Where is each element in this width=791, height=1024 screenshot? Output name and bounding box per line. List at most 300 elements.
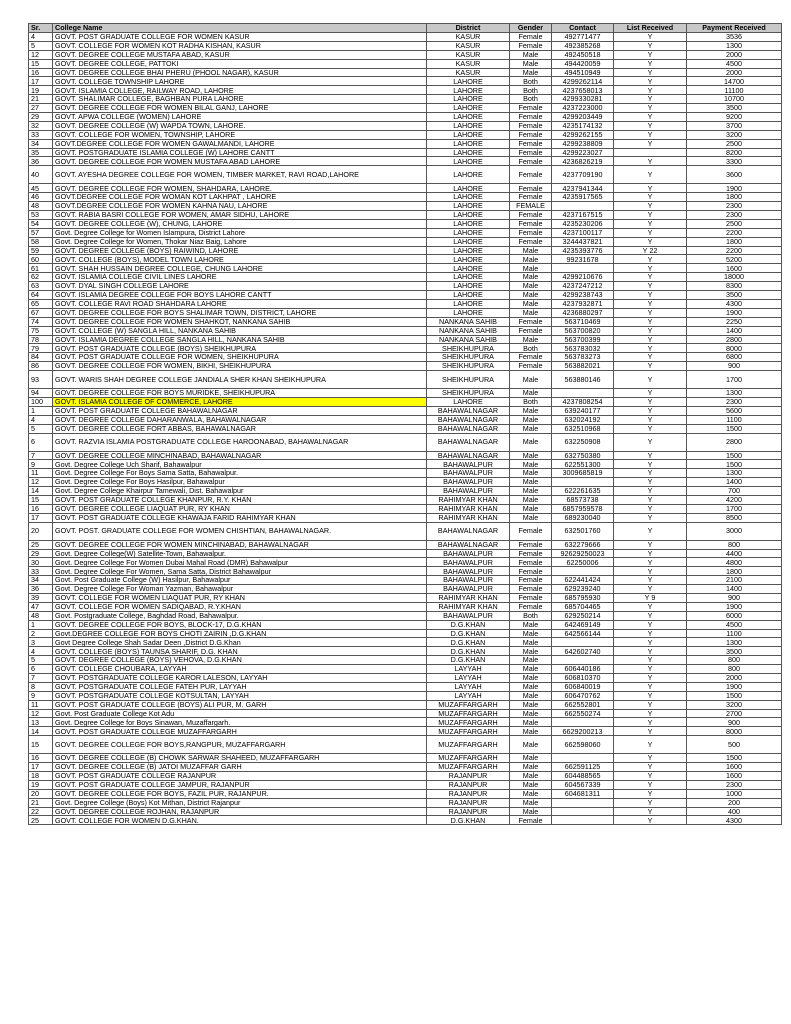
sr-cell: 14: [29, 727, 53, 736]
gender-cell: Female: [510, 540, 552, 549]
district-cell: LAHORE: [427, 202, 510, 211]
list-received-cell: Y: [614, 406, 687, 415]
list-received-cell: Y: [614, 219, 687, 228]
table-row[interactable]: [29, 620, 782, 629]
district-cell: MUZAFFARGARH: [427, 763, 510, 772]
list-received-cell: Y: [614, 718, 687, 727]
sr-cell: 3: [29, 638, 53, 647]
district-cell: BAHAWALNAGAR: [427, 522, 510, 540]
list-received-cell: Y: [614, 77, 687, 86]
gender-cell: Male: [510, 59, 552, 68]
college-name-cell: GOVT. POSTGRADUATE COLLEGE FATEH PUR, LAYYAH: [53, 682, 427, 691]
list-received-cell: Y: [614, 478, 687, 487]
district-cell: RAHIMYAR KHAN: [427, 495, 510, 504]
table-row[interactable]: [29, 273, 782, 282]
list-received-cell: Y: [614, 495, 687, 504]
header-row: [29, 24, 782, 33]
district-cell: RAHIMYAR KHAN: [427, 504, 510, 513]
table-row[interactable]: [29, 33, 782, 42]
sr-cell: 19: [29, 780, 53, 789]
gender-cell: Male: [510, 656, 552, 665]
table-row[interactable]: [29, 50, 782, 59]
sr-cell: 34: [29, 139, 53, 148]
payment-received-cell: 3500: [687, 291, 782, 300]
sr-cell: 25: [29, 816, 53, 825]
table-row[interactable]: [29, 763, 782, 772]
list-received-cell: Y: [614, 113, 687, 122]
table-row[interactable]: [29, 647, 782, 656]
contact-cell: 4237941344: [552, 184, 614, 193]
sr-cell: 12: [29, 709, 53, 718]
payment-received-cell: 6000: [687, 611, 782, 620]
payment-received-cell: 2700: [687, 709, 782, 718]
sr-cell: 57: [29, 228, 53, 237]
table-row[interactable]: [29, 121, 782, 130]
table-row[interactable]: [29, 397, 782, 406]
list-received-cell: Y: [614, 460, 687, 469]
district-cell: LAHORE: [427, 291, 510, 300]
contact-cell: 622551300: [552, 460, 614, 469]
district-cell: RAJANPUR: [427, 789, 510, 798]
college-name-cell: GOVT. DEGREE COLLEGE FORT ABBAS, BAHAWALNAGAR: [53, 424, 427, 433]
table-row[interactable]: [29, 798, 782, 807]
table-row[interactable]: [29, 665, 782, 674]
district-cell: MUZAFFARGARH: [427, 700, 510, 709]
college-name-cell: GOVT. AYESHA DEGREE COLLEGE FOR WOMEN, TIMBER MARKET, RAVI ROAD,LAHORE: [53, 166, 427, 184]
table-row[interactable]: [29, 469, 782, 478]
contact-cell: 685795930: [552, 593, 614, 602]
college-name-cell: GOVT. DEGREE COLLEGE MUSTAFA ABAD, KASUR: [53, 50, 427, 59]
contact-cell: 99231678: [552, 255, 614, 264]
table-row[interactable]: [29, 772, 782, 781]
district-cell: BAHAWALPUR: [427, 549, 510, 558]
gender-cell: Male: [510, 789, 552, 798]
sr-cell: 35: [29, 148, 53, 157]
table-row[interactable]: [29, 718, 782, 727]
table-row[interactable]: [29, 184, 782, 193]
gender-cell: Female: [510, 317, 552, 326]
table-row[interactable]: [29, 139, 782, 148]
contact-cell: 632750380: [552, 451, 614, 460]
gender-cell: Male: [510, 308, 552, 317]
college-name-cell: GOVT. ISLAMIA DEGREE COLLEGE SANGLA HILL, NANKANA SAHIB: [53, 335, 427, 344]
contact-cell: [552, 656, 614, 665]
header-list-received: List Received: [614, 24, 687, 33]
gender-cell: Male: [510, 691, 552, 700]
payment-received-cell: 1500: [687, 424, 782, 433]
list-received-cell: Y: [614, 611, 687, 620]
college-name-cell: GOVT.DEGREE COLLEGE FOR WOMEN GAWALMANDI, LAHORE: [53, 139, 427, 148]
gender-cell: Male: [510, 709, 552, 718]
district-cell: LAHORE: [427, 237, 510, 246]
payment-received-cell: 3700: [687, 121, 782, 130]
contact-cell: 4236880297: [552, 308, 614, 317]
gender-cell: Male: [510, 727, 552, 736]
contact-cell: 629250214: [552, 611, 614, 620]
district-cell: BAHAWALNAGAR: [427, 415, 510, 424]
list-received-cell: Y: [614, 86, 687, 95]
list-received-cell: Y: [614, 789, 687, 798]
payment-received-cell: 1300: [687, 41, 782, 50]
list-received-cell: Y: [614, 139, 687, 148]
college-name-cell: Govt. Degree College for Women, Thokar Niaz Baig, Lahore: [53, 237, 427, 246]
sr-cell: 29: [29, 549, 53, 558]
college-name-cell: GOVT. POST GRADUATE COLLEGE FOR WOMEN KASUR: [53, 33, 427, 42]
table-row[interactable]: [29, 77, 782, 86]
college-name-cell: Govt. Degree College for Women Islampura, District Lahore: [53, 228, 427, 237]
contact-cell: 632501760: [552, 522, 614, 540]
sr-cell: 21: [29, 798, 53, 807]
list-received-cell: Y: [614, 121, 687, 130]
college-name-cell: Govt. Degree College For Boys Sama Satta, Bahawalpur.: [53, 469, 427, 478]
contact-cell: 642469149: [552, 620, 614, 629]
payment-received-cell: 700: [687, 487, 782, 496]
table-row[interactable]: [29, 495, 782, 504]
gender-cell: Female: [510, 139, 552, 148]
table-row[interactable]: [29, 335, 782, 344]
list-received-cell: Y: [614, 33, 687, 42]
table-row[interactable]: [29, 157, 782, 166]
table-row[interactable]: [29, 389, 782, 398]
district-cell: KASUR: [427, 59, 510, 68]
payment-received-cell: 2300: [687, 780, 782, 789]
payment-received-cell: 14700: [687, 77, 782, 86]
college-name-cell: GOVT. ISLAMIA COLLEGE CIVIL LINES LAHORE: [53, 273, 427, 282]
table-row[interactable]: [29, 549, 782, 558]
payment-received-cell: 3500: [687, 647, 782, 656]
table-row[interactable]: [29, 433, 782, 451]
contact-cell: 494510949: [552, 68, 614, 77]
district-cell: LAYYAH: [427, 665, 510, 674]
list-received-cell: Y: [614, 816, 687, 825]
college-name-cell: GOVT. COLLEGE FOR WOMEN LIAQUAT PUR, RY KHAN: [53, 593, 427, 602]
contact-cell: 3244437821: [552, 237, 614, 246]
sr-cell: 11: [29, 469, 53, 478]
list-received-cell: Y: [614, 780, 687, 789]
district-cell: RAJANPUR: [427, 780, 510, 789]
payment-received-cell: 2500: [687, 219, 782, 228]
sr-cell: 63: [29, 282, 53, 291]
table-row[interactable]: [29, 602, 782, 611]
table-row[interactable]: [29, 148, 782, 157]
contact-cell: 629239240: [552, 585, 614, 594]
table-row[interactable]: [29, 629, 782, 638]
college-name-cell: GOVT. APWA COLLEGE (WOMEN) LAHORE: [53, 113, 427, 122]
table-row[interactable]: [29, 237, 782, 246]
sr-cell: 7: [29, 451, 53, 460]
table-row[interactable]: [29, 585, 782, 594]
table-row[interactable]: [29, 700, 782, 709]
college-name-cell: GOVT. POST GRADUATE COLLEGE MUZAFFARGARH: [53, 727, 427, 736]
contact-cell: 662591125: [552, 763, 614, 772]
college-name-cell: GOVT. DEGREE COLLEGE LIAQUAT PUR, RY KHAN: [53, 504, 427, 513]
gender-cell: Female: [510, 522, 552, 540]
gender-cell: Male: [510, 246, 552, 255]
contact-cell: 604488565: [552, 772, 614, 781]
list-received-cell: Y: [614, 798, 687, 807]
contact-cell: 4237100117: [552, 228, 614, 237]
district-cell: LAHORE: [427, 273, 510, 282]
sr-cell: 16: [29, 504, 53, 513]
contact-cell: 4299210676: [552, 273, 614, 282]
gender-cell: Male: [510, 754, 552, 763]
table-row[interactable]: [29, 682, 782, 691]
list-received-cell: Y: [614, 299, 687, 308]
table-row[interactable]: [29, 567, 782, 576]
table-row[interactable]: [29, 789, 782, 798]
table-row[interactable]: [29, 611, 782, 620]
table-row[interactable]: [29, 780, 782, 789]
district-cell: KASUR: [427, 33, 510, 42]
contact-cell: 3009685819: [552, 469, 614, 478]
sr-cell: 93: [29, 371, 53, 389]
payment-received-cell: 3000: [687, 522, 782, 540]
college-name-cell: GOVT. DYAL SINGH COLLEGE LAHORE: [53, 282, 427, 291]
sr-cell: 47: [29, 602, 53, 611]
contact-cell: 604681311: [552, 789, 614, 798]
sr-cell: 48: [29, 611, 53, 620]
college-name-cell: Govt. Degree College For Women Dubai Mahal Road (DMR) Bahawalpur: [53, 558, 427, 567]
table-row[interactable]: [29, 656, 782, 665]
table-row[interactable]: [29, 638, 782, 647]
table-row[interactable]: [29, 104, 782, 113]
district-cell: MUZAFFARGARH: [427, 718, 510, 727]
table-row[interactable]: [29, 415, 782, 424]
college-name-cell: GOVT. DEGREE COLLEGE (B) CHOWK SARWAR SHAHEED, MUZAFFARGARH: [53, 754, 427, 763]
table-row[interactable]: [29, 41, 782, 50]
contact-cell: 4237709190: [552, 166, 614, 184]
gender-cell: Female: [510, 326, 552, 335]
table-row[interactable]: [29, 576, 782, 585]
table-row[interactable]: [29, 754, 782, 763]
district-cell: LAHORE: [427, 211, 510, 220]
table-row[interactable]: [29, 478, 782, 487]
gender-cell: Male: [510, 371, 552, 389]
list-received-cell: Y: [614, 193, 687, 202]
sr-cell: 9: [29, 691, 53, 700]
table-row[interactable]: [29, 291, 782, 300]
table-row[interactable]: [29, 202, 782, 211]
table-row[interactable]: [29, 406, 782, 415]
list-received-cell: Y 9: [614, 593, 687, 602]
header-district: District: [427, 24, 510, 33]
contact-cell: 632510968: [552, 424, 614, 433]
table-row[interactable]: [29, 593, 782, 602]
contact-cell: 4235174132: [552, 121, 614, 130]
payment-received-cell: 18000: [687, 273, 782, 282]
gender-cell: Male: [510, 700, 552, 709]
district-cell: LAYYAH: [427, 691, 510, 700]
table-row[interactable]: [29, 246, 782, 255]
payment-received-cell: 10700: [687, 95, 782, 104]
contact-cell: 4237932871: [552, 299, 614, 308]
college-name-cell: GOVT. COLLEGE FOR WOMEN SADIQABAD, R.Y.KHAN: [53, 602, 427, 611]
table-row[interactable]: [29, 282, 782, 291]
gender-cell: Female: [510, 41, 552, 50]
table-row[interactable]: [29, 353, 782, 362]
contact-cell: 563880146: [552, 371, 614, 389]
gender-cell: Female: [510, 228, 552, 237]
list-received-cell: Y: [614, 397, 687, 406]
district-cell: D.G.KHAN: [427, 656, 510, 665]
list-received-cell: Y: [614, 763, 687, 772]
college-name-cell: Govt. Post Graduate College Kot Adu: [53, 709, 427, 718]
college-name-cell: GOVT. DEGREE COLLEGE (BOYS) VEHOVA, D.G.KHAN: [53, 656, 427, 665]
college-name-cell: GOVT. DEGREE COLLEGE FOR BOYS, FAZIL PUR, RAJANPUR.: [53, 789, 427, 798]
college-name-cell: GOVT. DEGREE COLLEGE (BOYS) RAIWIND, LAHORE: [53, 246, 427, 255]
payment-received-cell: 5600: [687, 406, 782, 415]
gender-cell: Male: [510, 335, 552, 344]
table-row[interactable]: [29, 166, 782, 184]
district-cell: BAHAWALPUR: [427, 460, 510, 469]
list-received-cell: Y: [614, 326, 687, 335]
table-row[interactable]: [29, 540, 782, 549]
district-cell: SHEIKHUPURA: [427, 389, 510, 398]
table-row[interactable]: [29, 344, 782, 353]
district-cell: RAHIMYAR KHAN: [427, 602, 510, 611]
list-received-cell: Y: [614, 736, 687, 754]
table-row[interactable]: [29, 130, 782, 139]
table-row[interactable]: [29, 807, 782, 816]
college-name-cell: GOVT. COLLEGE FOR WOMEN D.G.KHAN.: [53, 816, 427, 825]
contact-cell: [552, 798, 614, 807]
district-cell: LAHORE: [427, 299, 510, 308]
payment-received-cell: 4300: [687, 816, 782, 825]
list-received-cell: Y: [614, 709, 687, 718]
gender-cell: Female: [510, 104, 552, 113]
table-row[interactable]: [29, 424, 782, 433]
college-name-cell: GOVT. POSTGRADUATE ISLAMIA COLLEGE (W) LAHORE CANTT: [53, 148, 427, 157]
sr-cell: 5: [29, 424, 53, 433]
list-received-cell: Y: [614, 202, 687, 211]
payment-received-cell: 6800: [687, 353, 782, 362]
table-row[interactable]: [29, 326, 782, 335]
table-row[interactable]: [29, 308, 782, 317]
table-row[interactable]: [29, 522, 782, 540]
payment-received-cell: 3300: [687, 157, 782, 166]
list-received-cell: Y: [614, 344, 687, 353]
payment-received-cell: 2200: [687, 228, 782, 237]
table-row[interactable]: [29, 460, 782, 469]
table-row[interactable]: [29, 299, 782, 308]
table-row[interactable]: [29, 317, 782, 326]
sr-cell: 4: [29, 647, 53, 656]
sr-cell: 11: [29, 700, 53, 709]
table-row[interactable]: [29, 558, 782, 567]
list-received-cell: Y 22: [614, 246, 687, 255]
contact-cell: 4299223027: [552, 148, 614, 157]
college-name-cell: GOVT. POST GRADUATE COLLEGE KHANPUR, R.Y. KHAN: [53, 495, 427, 504]
table-row[interactable]: [29, 255, 782, 264]
list-received-cell: Y: [614, 602, 687, 611]
list-received-cell: Y: [614, 237, 687, 246]
gender-cell: Male: [510, 451, 552, 460]
sr-cell: 18: [29, 772, 53, 781]
sr-cell: 29: [29, 113, 53, 122]
table-row[interactable]: [29, 193, 782, 202]
list-received-cell: Y: [614, 371, 687, 389]
table-row[interactable]: [29, 451, 782, 460]
table-row[interactable]: [29, 59, 782, 68]
table-row[interactable]: [29, 68, 782, 77]
district-cell: BAHAWALNAGAR: [427, 406, 510, 415]
sr-cell: 54: [29, 219, 53, 228]
sr-cell: 15: [29, 495, 53, 504]
gender-cell: Female: [510, 549, 552, 558]
list-received-cell: Y: [614, 558, 687, 567]
sr-cell: 1: [29, 620, 53, 629]
college-name-cell: GOVT. DEGREE COLLEGE FOR BOYS, BLOCK-17, D.G.KHAN: [53, 620, 427, 629]
table-row[interactable]: [29, 264, 782, 273]
table-row[interactable]: [29, 504, 782, 513]
table-row[interactable]: [29, 362, 782, 371]
college-name-cell: GOVT. ISLAMIA COLLEGE OF COMMERCE, LAHORE: [53, 397, 427, 406]
table-row[interactable]: [29, 86, 782, 95]
district-cell: BAHAWALPUR: [427, 611, 510, 620]
contact-cell: 4235917565: [552, 193, 614, 202]
district-cell: LAYYAH: [427, 674, 510, 683]
payment-received-cell: 4200: [687, 495, 782, 504]
table-row[interactable]: [29, 211, 782, 220]
contact-cell: [552, 718, 614, 727]
table-row[interactable]: [29, 219, 782, 228]
district-cell: LAHORE: [427, 121, 510, 130]
list-received-cell: Y: [614, 665, 687, 674]
college-name-cell: Govt. Degree College for Boys Sinawan, Muzaffargarh.: [53, 718, 427, 727]
sr-cell: 4: [29, 415, 53, 424]
college-name-cell: GOVT. DEGREE COLLEGE MINCHINABAD, BAHAWALNAGAR: [53, 451, 427, 460]
table-row[interactable]: [29, 727, 782, 736]
table-row[interactable]: [29, 95, 782, 104]
college-name-cell: GOVT. DEGREE COLLEGE BHAI PHERU (PHOOL NAGAR), KASUR: [53, 68, 427, 77]
table-row[interactable]: [29, 371, 782, 389]
list-received-cell: Y: [614, 638, 687, 647]
sr-cell: 53: [29, 211, 53, 220]
list-received-cell: Y: [614, 772, 687, 781]
district-cell: LAHORE: [427, 86, 510, 95]
gender-cell: Male: [510, 273, 552, 282]
table-row[interactable]: [29, 228, 782, 237]
college-name-cell: GOVT. POSTGRADUATE COLLEGE KAROR LALESON, LAYYAH: [53, 674, 427, 683]
table-row[interactable]: [29, 674, 782, 683]
college-name-cell: GOVT. DEGREE COLLEGE ROJHAN, RAJANPUR: [53, 807, 427, 816]
list-received-cell: Y: [614, 41, 687, 50]
list-received-cell: Y: [614, 255, 687, 264]
contact-cell: 68573738: [552, 495, 614, 504]
payment-received-cell: 1600: [687, 772, 782, 781]
gender-cell: Male: [510, 424, 552, 433]
payment-received-cell: 8200: [687, 148, 782, 157]
contact-cell: 4299238743: [552, 291, 614, 300]
table-row[interactable]: [29, 736, 782, 754]
table-row[interactable]: [29, 113, 782, 122]
payment-received-cell: 8500: [687, 513, 782, 522]
table-row[interactable]: [29, 513, 782, 522]
table-row[interactable]: [29, 816, 782, 825]
table-row[interactable]: [29, 487, 782, 496]
payment-received-cell: 1500: [687, 451, 782, 460]
list-received-cell: Y: [614, 130, 687, 139]
list-received-cell: Y: [614, 317, 687, 326]
sr-cell: 64: [29, 291, 53, 300]
gender-cell: Female: [510, 166, 552, 184]
sr-cell: 45: [29, 184, 53, 193]
college-name-cell: Govt. Degree College For Women, Sama Satta, District Bahawalpur: [53, 567, 427, 576]
payment-received-cell: 1500: [687, 754, 782, 763]
table-row[interactable]: [29, 691, 782, 700]
table-row[interactable]: [29, 709, 782, 718]
payment-received-cell: 2100: [687, 576, 782, 585]
